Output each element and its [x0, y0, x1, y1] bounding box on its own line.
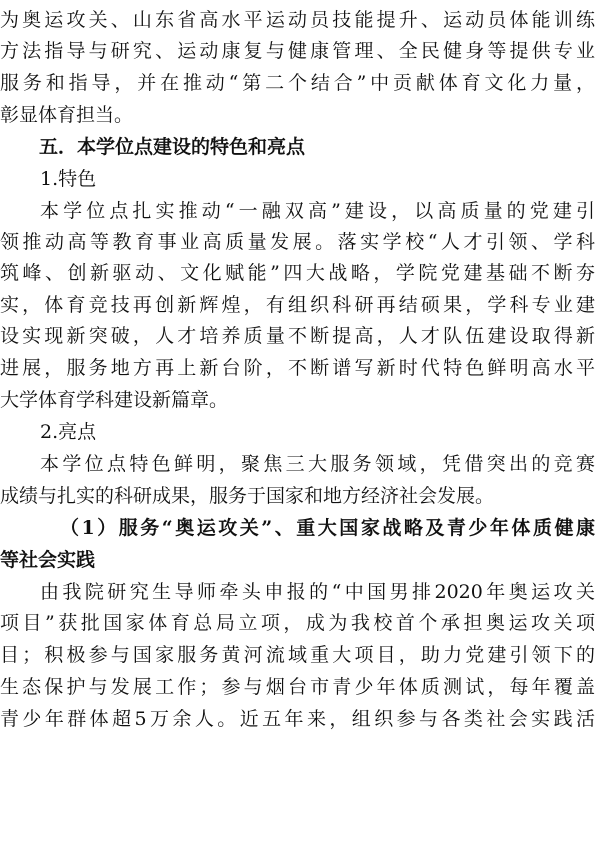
- subsection-heading: 1.特色: [40, 168, 97, 190]
- paragraph-first-line: 本学位点特色鲜明，聚焦三大服务领域，凭借突出的竞赛: [40, 453, 595, 475]
- paragraph-first-line: 由我院研究生导师牵头申报的“中国男排2020年奥运攻关: [40, 581, 595, 603]
- body-text-line: 筑峰、创新驱动、文化赋能”四大战略，学院党建基础不断夯: [0, 262, 595, 284]
- bold-subheading: （1）服务“奥运攻关”、重大国家战略及青少年体质健康: [60, 517, 595, 539]
- body-text-line: 目；积极参与国家服务黄河流域重大项目，助力党建引领下的: [0, 644, 595, 666]
- subsection-heading: 2.亮点: [40, 421, 97, 443]
- bold-subheading: 等社会实践: [0, 549, 96, 571]
- body-text-line: 成绩与扎实的科研成果，服务于国家和地方经济社会发展。: [0, 485, 495, 507]
- body-text-line: 设实现新突破，人才培养质量不断提高，人才队伍建设取得新: [0, 325, 595, 347]
- body-text-line: 大学体育学科建设新篇章。: [0, 389, 229, 411]
- body-text-line: 方法指导与研究、运动康复与健康管理、全民健身等提供专业: [0, 40, 595, 62]
- body-text-line: 为奥运攻关、山东省高水平运动员技能提升、运动员体能训练: [0, 9, 595, 31]
- paragraph-first-line: 本学位点扎实推动“一融双高”建设，以高质量的党建引: [40, 200, 595, 222]
- body-text-line: 领推动高等教育事业高质量发展。落实学校“人才引领、学科: [0, 231, 595, 253]
- body-text-line: 青少年群体超5万余人。近五年来，组织参与各类社会实践活: [0, 708, 595, 730]
- body-text-line: 进展，服务地方再上新台阶，不断谱写新时代特色鲜明高水平: [0, 357, 595, 379]
- section-heading: 五．本学位点建设的特色和亮点: [39, 136, 306, 158]
- body-text-line: 彰显体育担当。: [0, 104, 134, 126]
- body-text-line: 实，体育竞技再创新辉煌，有组织科研再结硕果，学科专业建: [0, 294, 595, 316]
- body-text-line: 服务和指导，并在推动“第二个结合”中贡献体育文化力量，: [0, 72, 595, 94]
- body-text-line: 生态保护与发展工作；参与烟台市青少年体质测试，每年覆盖: [0, 676, 595, 698]
- body-text-line: 项目”获批国家体育总局立项，成为我校首个承担奥运攻关项: [0, 612, 595, 634]
